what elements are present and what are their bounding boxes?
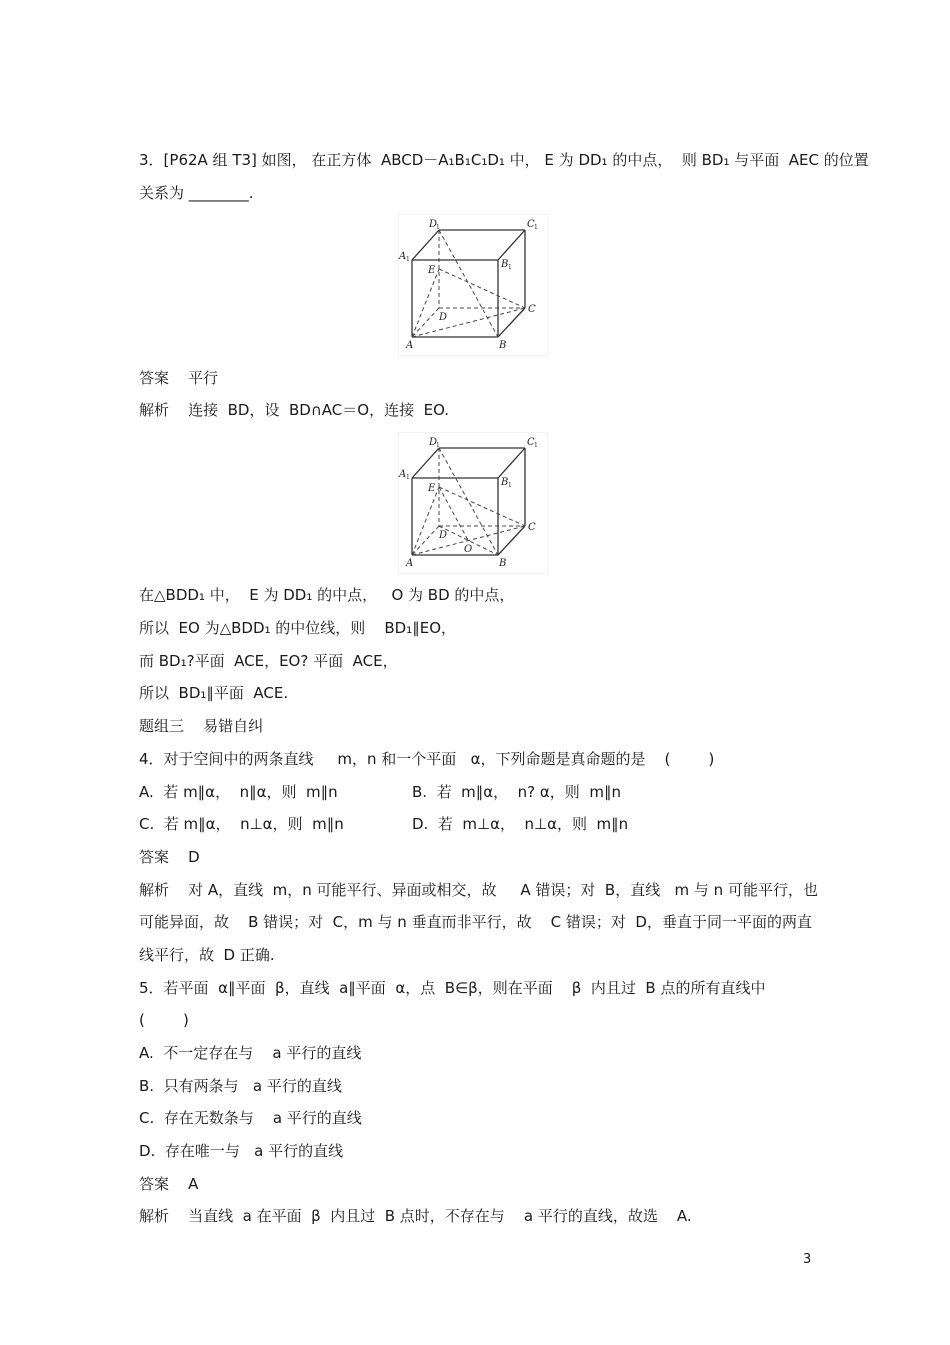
q3-analysis-line5: 所以 BD₁∥平面 ACE. bbox=[139, 684, 289, 702]
label-C1-sub: 1 bbox=[534, 442, 538, 449]
label-D1-sub: 1 bbox=[436, 442, 440, 449]
label-B1: B bbox=[501, 259, 509, 270]
label-B1-sub: 1 bbox=[508, 264, 512, 271]
q4-analysis-line2: 可能异面，故 B 错误；对 C，m 与 n 垂直而非平行，故 C 错误；对 D，垂直于同一平面的两直 bbox=[139, 913, 812, 931]
label-A1-sub: 1 bbox=[406, 474, 410, 481]
label-B: B bbox=[499, 558, 507, 569]
q5-stem-line2: ( ) bbox=[139, 1011, 189, 1029]
label-A: A bbox=[406, 340, 414, 351]
label-C: C bbox=[528, 304, 536, 315]
q3-analysis-line4: 而 BD₁?平面 ACE，EO? 平面 ACE， bbox=[139, 652, 398, 670]
q4-answer: 答案 D bbox=[139, 848, 200, 866]
label-E: E bbox=[428, 483, 436, 494]
label-D: D bbox=[439, 312, 448, 323]
q4-stem: 4．对于空间中的两条直线 m，n 和一个平面 α，下列命题是真命题的是 ( ) bbox=[139, 750, 715, 768]
q4-option-a: A. 若 m∥α， n∥α，则 m∥n bbox=[139, 783, 338, 801]
q3-analysis-line1: 解析 连接 BD，设 BD∩AC＝O，连接 EO. bbox=[139, 401, 450, 419]
section-heading: 题组三 易错自纠 bbox=[139, 717, 264, 735]
label-O: O bbox=[464, 544, 473, 555]
q4-option-b: B. 若 m∥α， n? α，则 m∥n bbox=[412, 783, 621, 801]
q3-answer: 答案 平行 bbox=[139, 369, 219, 387]
q3-analysis-line3: 所以 EO 为△BDD₁ 的中位线，则 BD₁∥EO， bbox=[139, 619, 457, 637]
q3-stem-line1: 3．[P62A 组 T3] 如图， 在正方体 ABCD－A₁B₁C₁D₁ 中， E 为 DD₁ 的中点， 则 BD₁ 与平面 AEC 的位置 bbox=[139, 151, 869, 169]
q4-analysis-line1: 解析 对 A，直线 m，n 可能平行、异面或相交，故 A 错误；对 B，直线 m 与 n 可能平行，也 bbox=[139, 881, 818, 899]
cube-figure-2 bbox=[398, 432, 548, 574]
label-B: B bbox=[499, 340, 507, 351]
label-C1: C bbox=[527, 437, 535, 448]
q3-stem-line2: 关系为 ________. bbox=[139, 184, 254, 202]
label-D1-sub: 1 bbox=[436, 224, 440, 231]
label-A1-sub: 1 bbox=[406, 256, 410, 263]
label-C1-sub: 1 bbox=[534, 224, 538, 231]
q5-option-c: C. 存在无数条与 a 平行的直线 bbox=[139, 1109, 362, 1127]
q3-analysis-line2: 在△BDD₁ 中， E 为 DD₁ 的中点， O 为 BD 的中点， bbox=[139, 586, 515, 604]
label-A: A bbox=[406, 558, 414, 569]
q5-analysis: 解析 当直线 a 在平面 β 内且过 B 点时，不存在与 a 平行的直线，故选 A. bbox=[139, 1207, 692, 1225]
label-E: E bbox=[428, 265, 436, 276]
label-C: C bbox=[528, 522, 536, 533]
q5-option-b: B. 只有两条与 a 平行的直线 bbox=[139, 1077, 342, 1095]
cube-figure-1 bbox=[398, 214, 548, 356]
label-C1: C bbox=[527, 219, 535, 230]
q5-answer: 答案 A bbox=[139, 1175, 199, 1193]
label-B1: B bbox=[501, 477, 509, 488]
q4-analysis-line3: 线平行，故 D 正确. bbox=[139, 946, 275, 964]
label-D: D bbox=[439, 530, 448, 541]
q5-option-a: A. 不一定存在与 a 平行的直线 bbox=[139, 1044, 362, 1062]
label-D1: D bbox=[429, 219, 438, 230]
q4-option-d: D. 若 m⊥α， n⊥α，则 m∥n bbox=[412, 815, 629, 833]
q5-stem-line1: 5．若平面 α∥平面 β，直线 a∥平面 α，点 B∈β，则在平面 β 内且过 B 点的所有直线中 bbox=[139, 979, 766, 997]
q5-option-d: D. 存在唯一与 a 平行的直线 bbox=[139, 1142, 344, 1160]
label-D1: D bbox=[429, 437, 438, 448]
label-A1: A bbox=[399, 251, 407, 262]
q4-option-c: C. 若 m∥α， n⊥α，则 m∥n bbox=[139, 815, 344, 833]
label-B1-sub: 1 bbox=[508, 482, 512, 489]
label-A1: A bbox=[399, 469, 407, 480]
page-number: 3 bbox=[803, 1252, 812, 1267]
